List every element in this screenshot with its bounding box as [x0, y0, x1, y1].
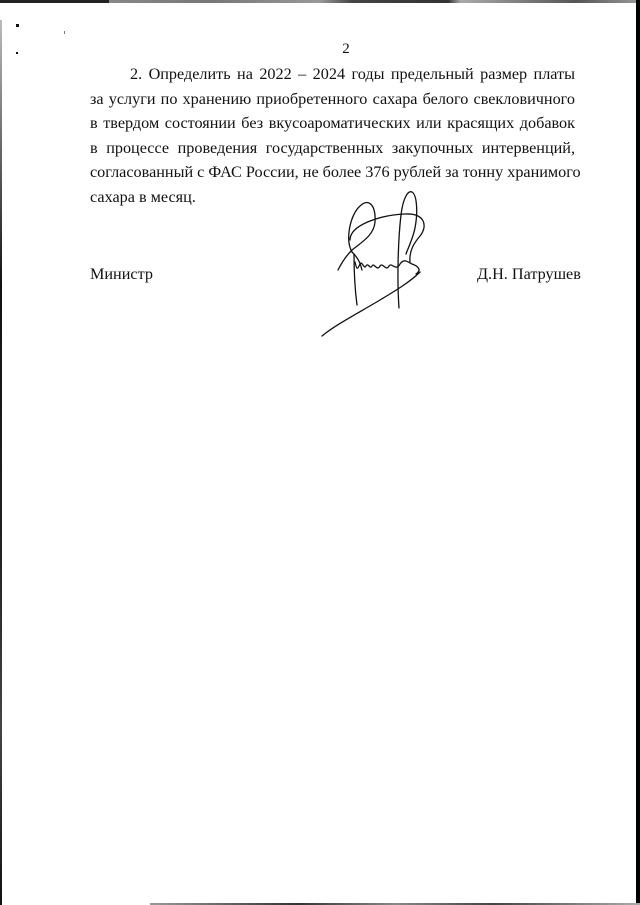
- paragraph-line: в твердом состоянии без вкусоароматических или красящих добавок: [90, 114, 575, 133]
- paragraph-line: сахара в месяц.: [90, 187, 196, 206]
- signatory-name: Д.Н. Патрушев: [477, 265, 581, 283]
- paragraph-line: согласованный с ФАС России, не более 376 рублей за тонну хранимого: [90, 163, 581, 182]
- signatory-title: Министр: [90, 265, 153, 283]
- scan-speck: [16, 52, 18, 54]
- scan-edge-left: [0, 20, 2, 905]
- paragraph-line: в процессе проведения государственных закупочных интервенций,: [90, 138, 575, 157]
- paragraph-line: 2. Определить на 2022 – 2024 годы предельный размер платы: [130, 65, 575, 83]
- scan-speck: [16, 24, 19, 27]
- paragraph-line: за услуги по хранению приобретенного сахара белого свекловичного: [90, 89, 575, 108]
- page-number: 2: [342, 41, 350, 57]
- scan-speck: [64, 31, 65, 34]
- scan-edge-top: [0, 0, 640, 3]
- scan-edge-right: [636, 0, 640, 905]
- handwritten-signature-icon: [318, 188, 428, 343]
